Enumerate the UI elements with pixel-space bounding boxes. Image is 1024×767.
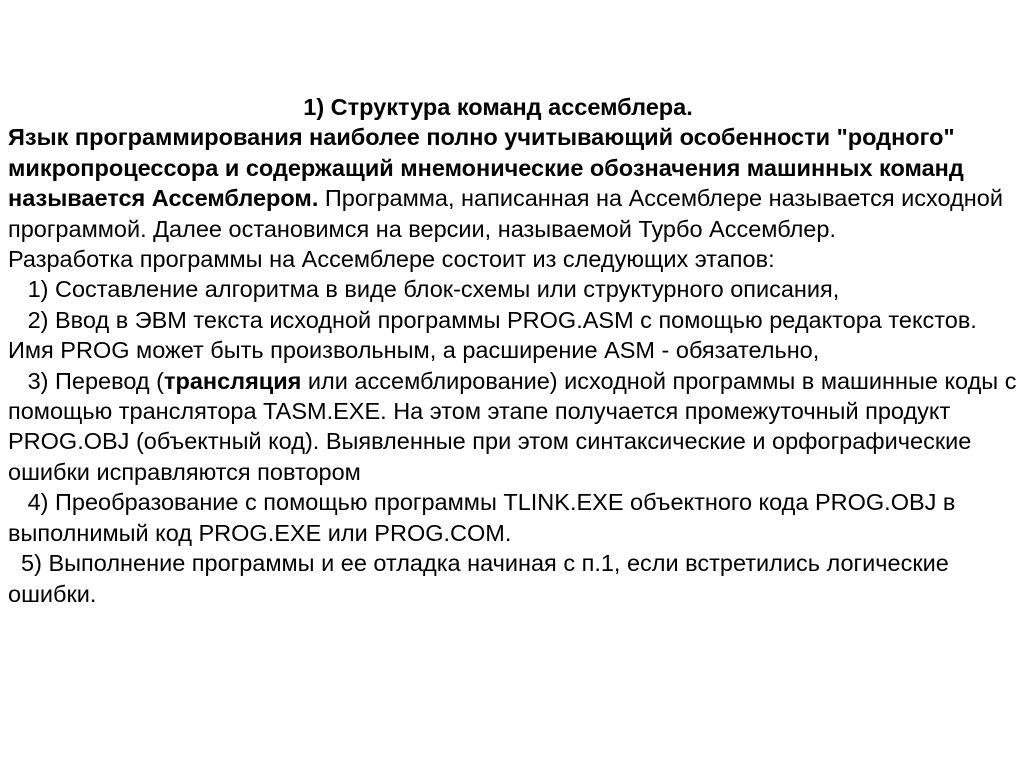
- step-5: 5) Выполнение программы и ее отладка начиная с п.1, если встретились логические ошибки.: [8, 550, 949, 607]
- step-2: 2) Ввод в ЭВМ текста исходной программы PROG.ASM с помощью редактора текстов. Имя PROG может быть произвольным, а расширение ASM - обязательно,: [8, 306, 977, 364]
- step-4: 4) Преобразование с помощью программы TLINK.EXE объектного кода PROG.OBJ в выполнимый код PROG.EXE или PROG.COM.: [8, 489, 956, 546]
- slide-title: 1) Структура команд ассемблера.: [303, 94, 693, 120]
- stages-intro: Разработка программы на Ассемблере состоит из следующих этапов:: [8, 246, 775, 273]
- slide-content: [8, 92, 1018, 609]
- step-1: 1) Составление алгоритма в виде блок-схемы или структурного описания,: [8, 276, 840, 303]
- definition-text: Программа, написанная на Ассемблере называется исходной программой. Далее остановимся на версии, называемой Турбо Ассемблер.: [8, 185, 1003, 242]
- step-3: [8, 366, 1018, 488]
- definition-bold-text: Язык программирования наиболее полно учитывающий особенности "родного" микропроцессора и содержащий мнемонические обозначения машинных команд называется Ассемблером.: [8, 124, 964, 212]
- definition-paragraph: [8, 122, 1018, 244]
- step-3-text-end: или ассемблирование) исходной программы в машинные коды с помощью транслятора TASM.EXE. На этом этапе получается промежуточный продукт PROG.OBJ (объектный код). Выявленные при этом синтаксические и орфографические ошибки исправляются повтором: [8, 367, 1017, 485]
- step-3-text-start: 3) Перевод (: [8, 367, 164, 394]
- step-3-bold-term: трансляция: [163, 367, 302, 394]
